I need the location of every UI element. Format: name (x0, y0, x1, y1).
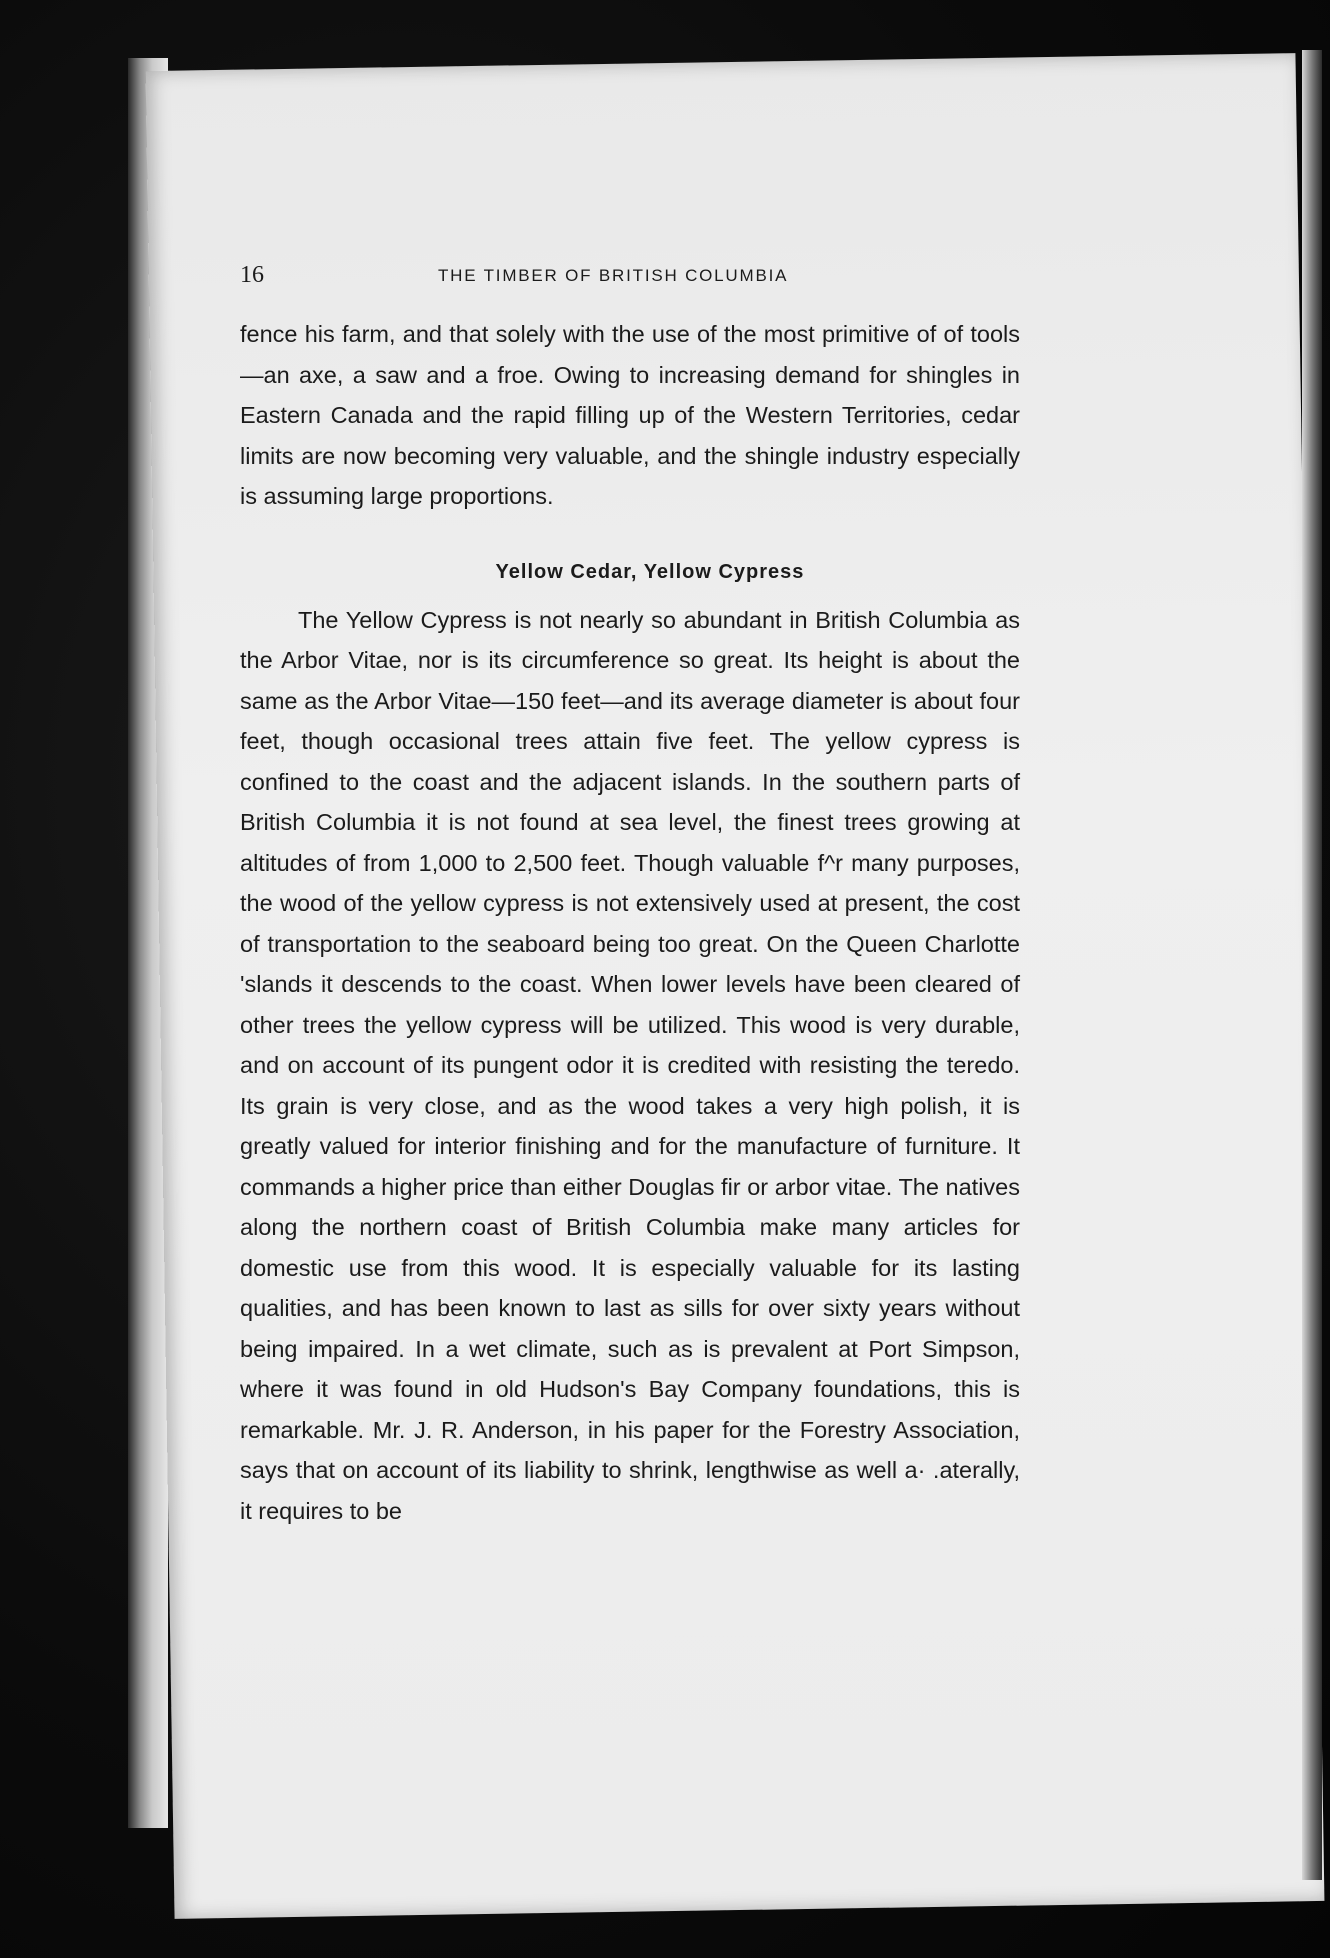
section-heading: Yellow Cedar, Yellow Cypress (495, 560, 805, 583)
body-paragraph: The Yellow Cypress is not nearly so abundant in British Columbia as the Arbor Vitae, nor is its circumference so great. Its height is about the same as the Arbor Vitae—150 feet—and its average diameter is about four feet, though occasional trees attain five feet. The yellow cypress is confined to the coast and the adjacent islands. In the southern parts of British Columbia it is not found at sea level, the finest trees growing at altitudes of from 1,000 to 2,500 feet. Though valuable f^r many purposes, the wood of the yellow cypress is not extensively used at present, the cost of transportation to the seaboard being too great. On the Queen Charlotte 'slands it descends to the coast. When lower levels have been cleared of other trees the yellow cypress will be utilized. This wood is very durable, and on account of its pungent odor it is credited with resisting the teredo. Its grain is very close, and as the wood takes a very high polish, it is greatly valued for interior finishing and for the manufacture of furniture. It commands a higher price than either Douglas fir or arbor vitae. The natives along the northern coast of British Columbia make many articles for domestic use from this wood. It is especially valuable for its lasting qualities, and has been known to last as sills for over sixty years without being impaired. In a wet climate, such as is prevalent at Port Simpson, where it was found in old Hudson's Bay Company foundations, this is remarkable. Mr. J. R. Anderson, in his paper for the Forestry Association, says that on account of its liability to shrink, lengthwise as well a· .aterally, it requires to be (240, 606, 1020, 1524)
page-right-edge (1302, 50, 1322, 1880)
page-number: 16 (240, 262, 264, 288)
opening-paragraph: fence his farm, and that solely with the use of the most primitive of of tools—an axe, a saw and a froe. Owing to increasing demand for shingles in Eastern Canada and the rapid filling up of the Western Territories, cedar limits are now becoming very valuable, and the shingle industry especially is assuming large proportions. (240, 321, 1020, 509)
page-text-block (240, 262, 1020, 1531)
running-title: THE TIMBER OF BRITISH COLUMBIA (438, 266, 789, 285)
running-head (240, 262, 1020, 302)
